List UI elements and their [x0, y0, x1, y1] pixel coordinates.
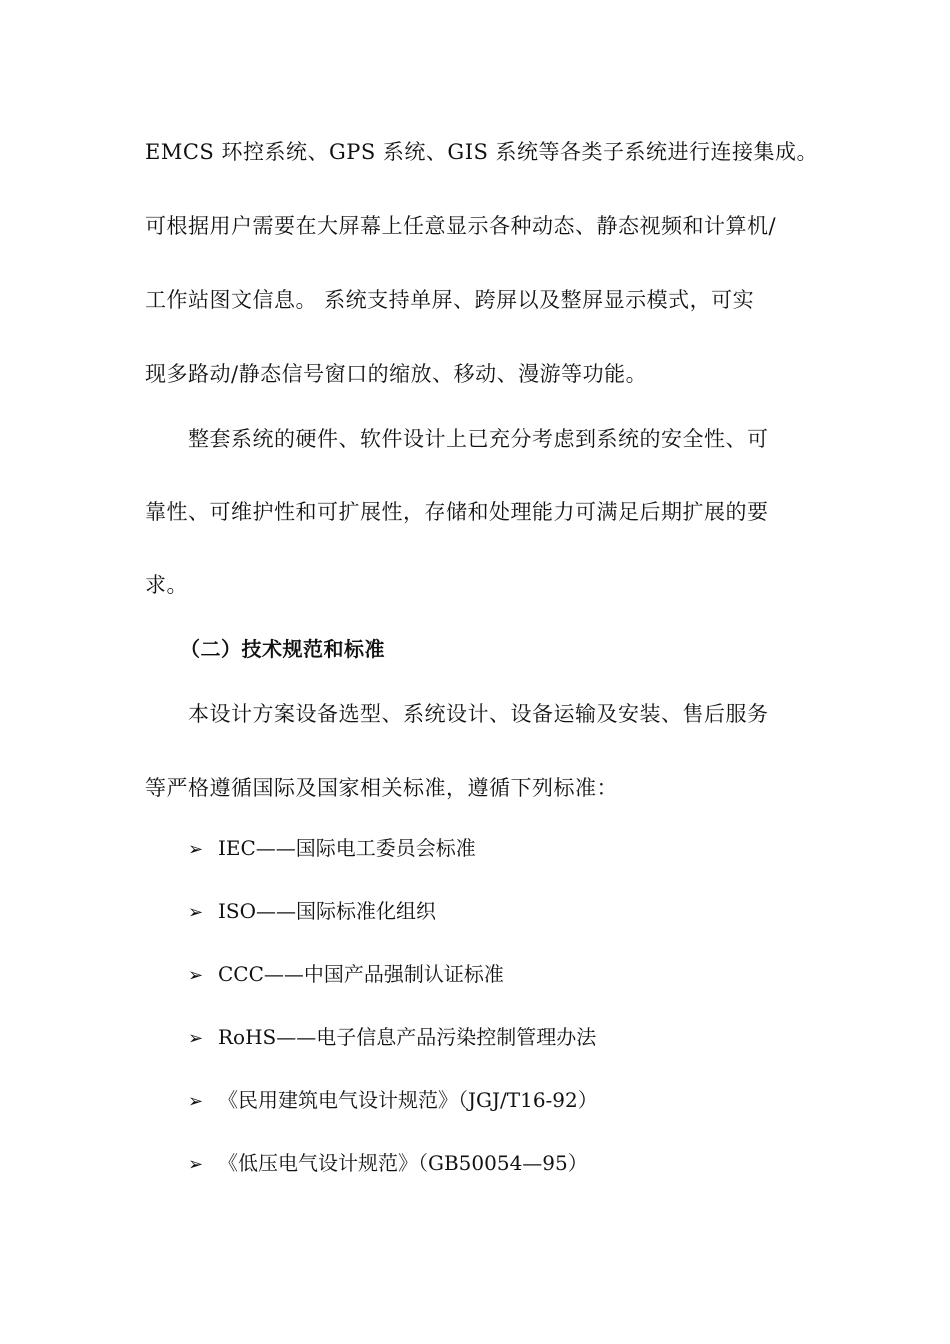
- arrow-bullet-icon: ➢: [188, 1091, 204, 1112]
- arrow-bullet-icon: ➢: [188, 1154, 204, 1175]
- paragraph1-line-2: 可根据用户需要在大屏幕上任意显示各种动态、静态视频和计算机/: [145, 214, 777, 238]
- paragraph1-line-4: 现多路动/静态信号窗口的缩放、移动、漫游等功能。: [145, 362, 648, 386]
- paragraph1-line-1: EMCS 环控系统、GPS 系统、GIS 系统等各类子系统进行连接集成。: [145, 140, 819, 164]
- standard-text: RoHS——电子信息产品污染控制管理办法: [218, 1025, 597, 1049]
- arrow-bullet-icon: ➢: [188, 1028, 204, 1049]
- arrow-bullet-icon: ➢: [188, 965, 204, 986]
- standard-item: [188, 1022, 596, 1054]
- standard-text: 《民用建筑电气设计规范》（JGJ/T16-92）: [218, 1088, 598, 1112]
- arrow-bullet-icon: ➢: [188, 839, 204, 860]
- standard-text: 《低压电气设计规范》（GB50054—95）: [218, 1151, 588, 1175]
- paragraph2-line-1: 整套系统的硬件、软件设计上已充分考虑到系统的安全性、可: [188, 427, 769, 451]
- standard-item: [188, 1085, 598, 1117]
- standard-text: IEC——国际电工委员会标准: [218, 836, 476, 860]
- standard-text: CCC——中国产品强制认证标准: [218, 962, 504, 986]
- arrow-bullet-icon: ➢: [188, 902, 204, 923]
- paragraph2-line-2: 靠性、可维护性和可扩展性，存储和处理能力可满足后期扩展的要: [145, 500, 769, 524]
- paragraph3-line-2: 等严格遵循国际及国家相关标准，遵循下列标准：: [145, 776, 618, 800]
- section-heading: （二）技术规范和标准: [180, 637, 385, 661]
- paragraph1-line-3: 工作站图文信息。 系统支持单屏、跨屏以及整屏显示模式，可实: [145, 288, 755, 312]
- paragraph2-line-3: 求。: [145, 573, 188, 597]
- paragraph3-line-1: 本设计方案设备选型、系统设计、设备运输及安装、售后服务: [188, 702, 769, 726]
- standard-item: [188, 1148, 588, 1180]
- standard-item: [188, 833, 476, 865]
- standard-text: ISO——国际标准化组织: [218, 899, 436, 923]
- standard-item: [188, 896, 436, 928]
- standard-item: [188, 959, 504, 991]
